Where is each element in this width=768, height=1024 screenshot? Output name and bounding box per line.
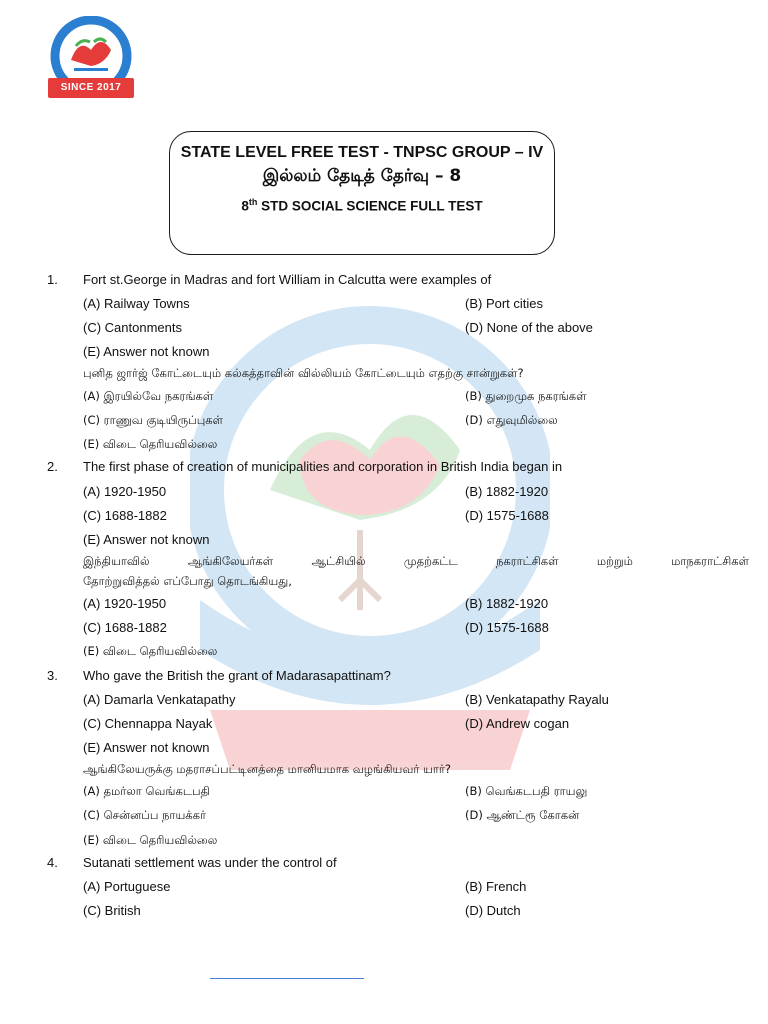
option-d-tamil: (D) எதுவுமில்லை (465, 413, 558, 427)
question-number: 1. (47, 272, 58, 287)
academy-logo (38, 16, 144, 104)
option-b-tamil: (B) துறைமுக நகரங்கள் (465, 389, 587, 403)
option-e: (E) Answer not known (83, 344, 210, 359)
question-text-tamil-line1: இந்தியாவில் ஆங்கிலேயர்கள் ஆட்சியில் முதற்கட்ட நகராட்சிகள் மற்றும் மாநகராட்சிகள் (83, 554, 749, 568)
option-d-tamil: (D) 1575-1688 (465, 620, 549, 635)
option-a: (A) Portuguese (83, 879, 171, 894)
option-a: (A) Railway Towns (83, 296, 190, 311)
option-c-tamil: (C) 1688-1882 (83, 620, 167, 635)
option-e-tamil: (E) விடை தெரியவில்லை (83, 833, 218, 847)
option-b: (B) Venkatapathy Rayalu (465, 692, 609, 707)
question-text: Fort st.George in Madras and fort William in Calcutta were examples of (83, 272, 492, 287)
option-b: (B) 1882-1920 (465, 484, 549, 499)
test-title-tamil: இல்லம் தேடித் தேர்வு – 8 (262, 166, 462, 186)
option-a-tamil: (A) 1920-1950 (83, 596, 167, 611)
option-c: (C) Chennappa Nayak (83, 716, 213, 731)
option-e: (E) Answer not known (83, 740, 210, 755)
option-e-tamil: (E) விடை தெரியவில்லை (83, 437, 218, 451)
option-b-tamil: (B) வெங்கடபதி ராயலு (465, 784, 588, 798)
option-d: (D) Dutch (465, 903, 521, 918)
footer-divider (210, 978, 364, 979)
option-c: (C) British (83, 903, 141, 918)
question-text: The first phase of creation of municipalities and corporation in British India began in (83, 459, 563, 474)
question-text-tamil: ஆங்கிலேயருக்கு மதராசப்பட்டினத்தை மானியமாக வழங்கியவர் யார்? (83, 762, 452, 776)
option-b: (B) French (465, 879, 527, 894)
option-d: (D) None of the above (465, 320, 593, 335)
question-number: 4. (47, 855, 58, 870)
option-c-tamil: (C) சென்னப்ப நாயக்கர் (83, 808, 207, 822)
test-title-box (169, 131, 555, 255)
question-text: Sutanati settlement was under the control of (83, 855, 337, 870)
option-d: (D) 1575-1688 (465, 508, 549, 523)
question-text-tamil: புனித ஜார்ஜ் கோட்டையும் கல்கத்தாவின் வில்லியம் கோட்டையும் எதற்கு சான்றுகள்? (83, 366, 524, 380)
test-title: STATE LEVEL FREE TEST - TNPSC GROUP – IV (180, 144, 544, 161)
option-e: (E) Answer not known (83, 532, 210, 547)
question-text: Who gave the British the grant of Madarasapattinam? (83, 668, 391, 683)
logo-since-badge: SINCE 2017 (48, 78, 134, 98)
option-b-tamil: (B) 1882-1920 (465, 596, 549, 611)
question-number: 2. (47, 459, 58, 474)
option-c: (C) 1688-1882 (83, 508, 167, 523)
option-a-tamil: (A) தமர்லா வெங்கடபதி (83, 784, 210, 798)
option-d: (D) Andrew cogan (465, 716, 570, 731)
option-e-tamil: (E) விடை தெரியவில்லை (83, 644, 218, 658)
option-d-tamil: (D) ஆண்ட்ரூ கோகன் (465, 808, 580, 822)
test-subtitle: 8th STD SOCIAL SCIENCE FULL TEST (241, 197, 483, 214)
option-a: (A) 1920-1950 (83, 484, 167, 499)
option-a-tamil: (A) இரயில்வே நகரங்கள் (83, 389, 214, 403)
option-c: (C) Cantonments (83, 320, 182, 335)
option-b: (B) Port cities (465, 296, 544, 311)
option-a: (A) Damarla Venkatapathy (83, 692, 236, 707)
option-c-tamil: (C) ராணுவ குடியிருப்புகள் (83, 413, 224, 427)
question-number: 3. (47, 668, 58, 683)
question-text-tamil-line2: தோற்றுவித்தல் எப்போது தொடங்கியது, (83, 574, 292, 588)
